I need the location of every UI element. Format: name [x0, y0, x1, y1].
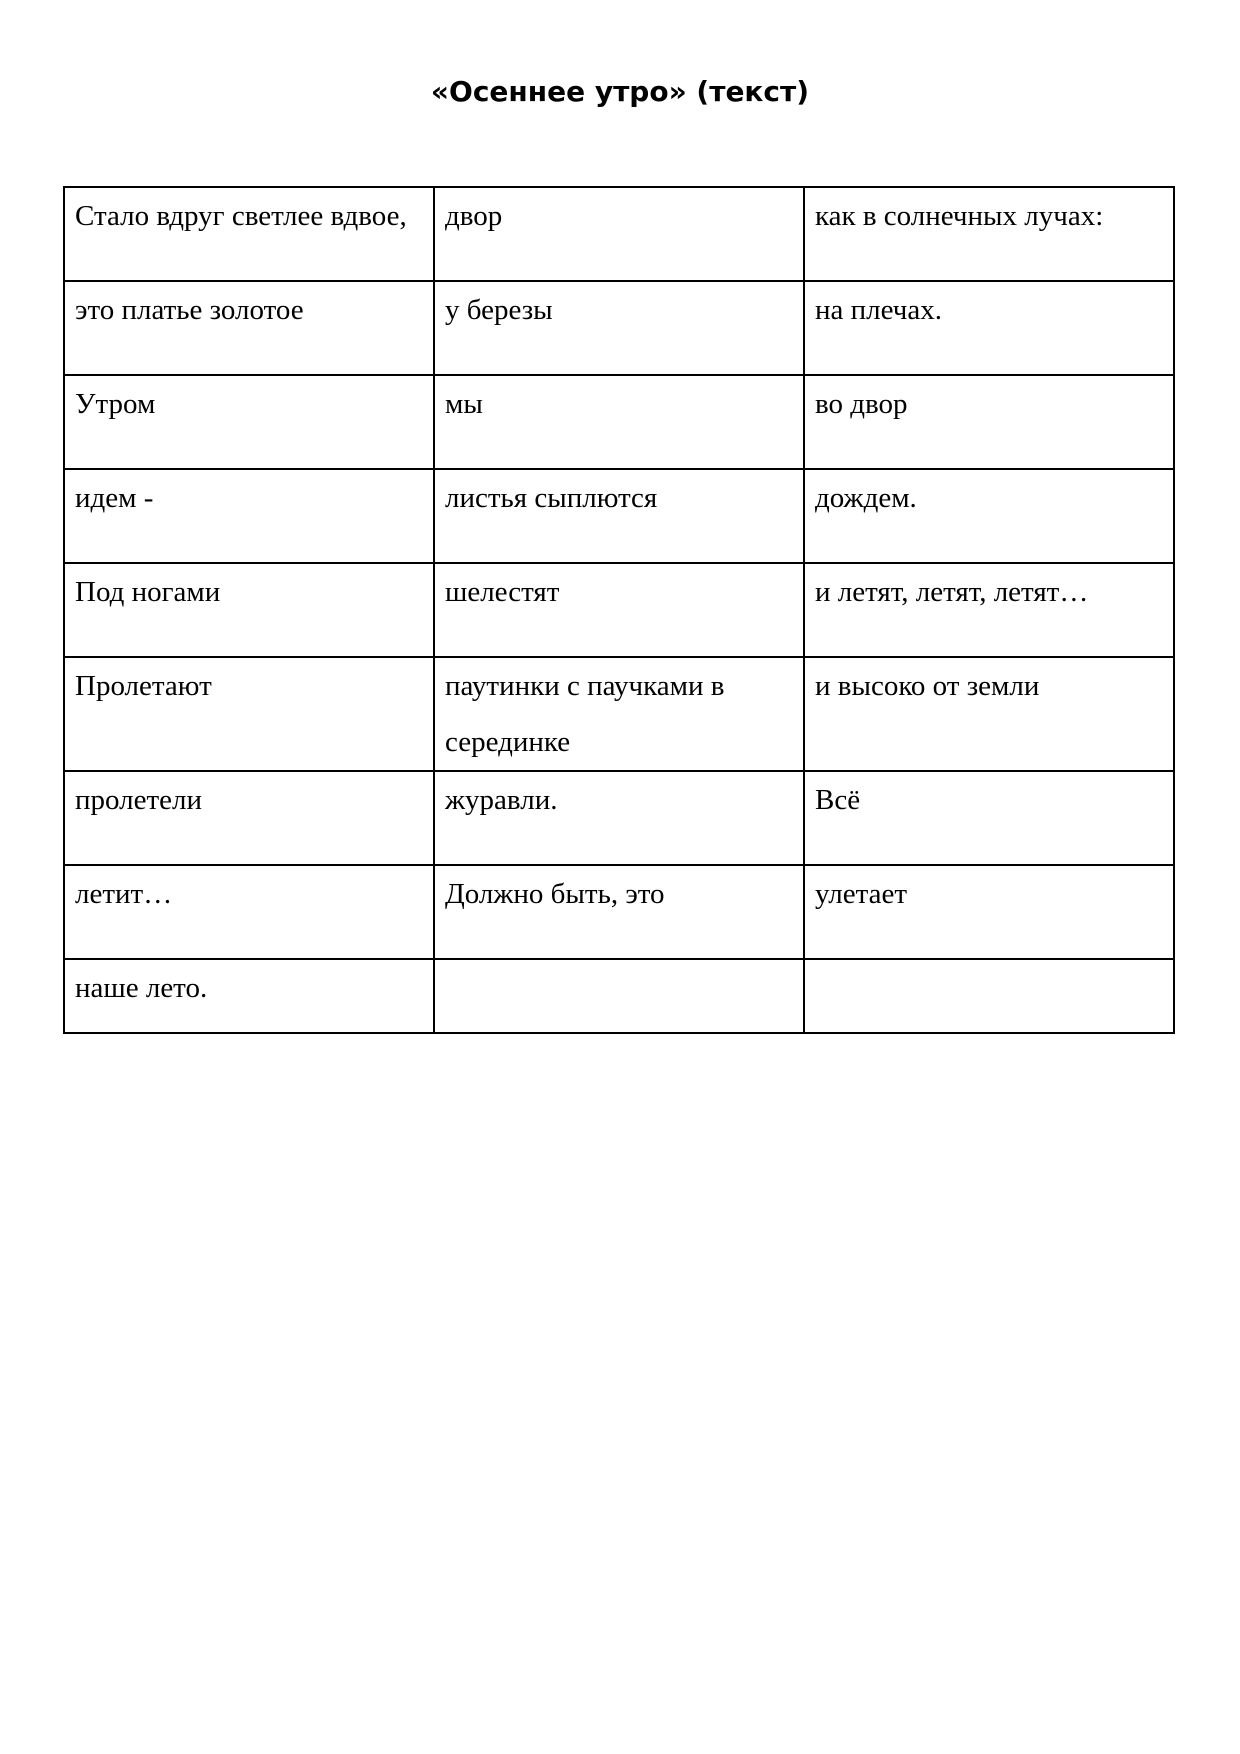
table-cell: и летят, летят, летят…: [804, 563, 1174, 657]
table-row: [64, 281, 1174, 375]
table-cell: Всё: [804, 771, 1174, 865]
table-cell: [434, 959, 804, 1033]
table-cell: улетает: [804, 865, 1174, 959]
table-row: [64, 563, 1174, 657]
table-row: [64, 469, 1174, 563]
table-row: [64, 771, 1174, 865]
table-row: [64, 657, 1174, 771]
table-cell: наше лето.: [64, 959, 434, 1033]
table-row: [64, 187, 1174, 281]
table-cell: во двор: [804, 375, 1174, 469]
table-cell: на плечах.: [804, 281, 1174, 375]
table-cell: и высоко от земли: [804, 657, 1174, 771]
table-cell: Под ногами: [64, 563, 434, 657]
table-cell: мы: [434, 375, 804, 469]
table-cell: журавли.: [434, 771, 804, 865]
table-cell: дождем.: [804, 469, 1174, 563]
table-cell: двор: [434, 187, 804, 281]
table-cell: идем -: [64, 469, 434, 563]
table-cell: [804, 959, 1174, 1033]
table-cell: шелестят: [434, 563, 804, 657]
table-cell: у березы: [434, 281, 804, 375]
table-cell: как в солнечных лучах:: [804, 187, 1174, 281]
table-row: [64, 865, 1174, 959]
table-cell: летит…: [64, 865, 434, 959]
table-cell: паутинки с паучками в серединке: [434, 657, 804, 771]
table-cell: Должно быть, это: [434, 865, 804, 959]
table-cell: пролетели: [64, 771, 434, 865]
text-table: [63, 186, 1175, 1034]
page-title: «Осеннее утро» (текст): [430, 75, 810, 108]
table-cell: это платье золотое: [64, 281, 434, 375]
table-row: [64, 959, 1174, 1033]
table-cell: Стало вдруг светлее вдвое,: [64, 187, 434, 281]
table-cell: листья сыплются: [434, 469, 804, 563]
table-cell: Утром: [64, 375, 434, 469]
table-cell: Пролетают: [64, 657, 434, 771]
table-row: [64, 375, 1174, 469]
